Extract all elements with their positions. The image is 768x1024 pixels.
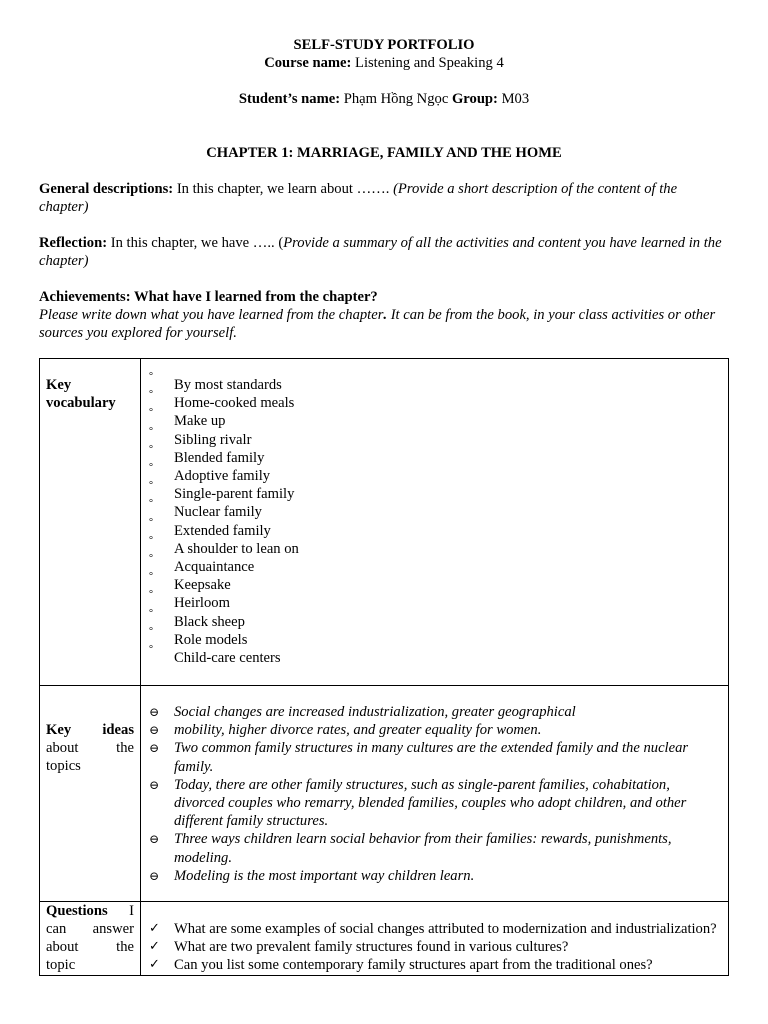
ideas-label-line-1: [46, 721, 134, 739]
vocabulary-item: [141, 462, 728, 485]
vocabulary-item-text: Child-care centers: [174, 650, 281, 667]
ideas-label-the: the: [116, 740, 134, 756]
questions-label-the: the: [116, 939, 134, 955]
vocabulary-item: [141, 389, 728, 412]
vocabulary-item: [141, 425, 728, 449]
circle-bullet-icon: °: [149, 498, 153, 510]
group-value: M03: [497, 91, 530, 107]
vocabulary-item-text: Black sheep: [174, 613, 245, 630]
document-header: [39, 36, 729, 162]
circle-bullet-icon: °: [149, 443, 153, 455]
vocabulary-item-text: Role models: [174, 631, 248, 648]
vocab-label-vocabulary: vocabulary: [46, 395, 116, 411]
ideas-label-about: about: [46, 740, 79, 756]
chapter-title: CHAPTER 1: MARRIAGE, FAMILY AND THE HOME: [206, 145, 562, 161]
dash-circle-bullet-icon: ⊖: [149, 723, 160, 738]
questions-label-i: I: [107, 903, 134, 919]
general-hint: (Provide a short description of the content of the chapter): [39, 181, 678, 215]
student-line: [39, 90, 729, 108]
circle-bullet-icon: °: [149, 553, 153, 565]
circle-bullet-icon: °: [149, 462, 153, 474]
circle-bullet-icon: °: [149, 644, 153, 656]
vocabulary-item: [141, 443, 728, 467]
course-value: Listening and Speaking 4: [351, 55, 504, 71]
questions-label-questions: Questions: [46, 903, 108, 919]
vocabulary-label-cell: [40, 359, 141, 686]
vocabulary-item-text: By most standards: [174, 377, 282, 393]
vocabulary-item: [141, 607, 728, 631]
questions-cell: [141, 902, 729, 976]
vocabulary-item-text: Nuclear family: [174, 504, 262, 521]
ideas-label-key: Key: [46, 722, 72, 738]
dash-circle-bullet-icon: ⊖: [149, 868, 160, 883]
general-text: In this chapter, we learn about …….: [173, 181, 394, 197]
vocabulary-item: [141, 589, 728, 612]
vocab-label-key: Key: [46, 377, 72, 393]
vocabulary-item: [141, 407, 728, 430]
check-icon: ✓: [149, 920, 160, 935]
questions-label-cell: [40, 902, 141, 976]
vocabulary-cell: [141, 359, 729, 686]
ideas-label-cell: [40, 686, 141, 902]
vocabulary-item-text: Blended family: [174, 449, 265, 466]
general-label: General descriptions:: [39, 181, 174, 197]
vocabulary-item: [141, 625, 728, 649]
idea-item: [141, 776, 728, 831]
question-item-text: What are some examples of social changes attributed to modernization and industrialization?: [174, 921, 717, 937]
idea-item: [141, 830, 728, 866]
questions-label-can: can: [46, 921, 67, 937]
ideas-label-line-2: [46, 739, 134, 757]
general-descriptions: [39, 180, 729, 216]
vocabulary-item-text: Extended family: [174, 522, 271, 539]
vocabulary-item-text: A shoulder to lean on: [174, 540, 299, 557]
question-item: [141, 938, 728, 956]
course-line: [39, 54, 729, 72]
student-label: Student’s name:: [238, 91, 341, 107]
vocabulary-item-text: Adoptive family: [174, 468, 271, 485]
vocabulary-item-text: Home-cooked meals: [174, 395, 295, 412]
idea-item-text: Today, there are other family structures, such as single-parent families, cohabitation, divorced couples who remarry, blended families, couples who adopt children, and other different family structures.: [174, 776, 687, 830]
vocabulary-item: [141, 534, 728, 558]
circle-bullet-icon: °: [149, 534, 153, 546]
circle-bullet-icon: °: [149, 516, 153, 528]
vocabulary-list: [141, 371, 728, 667]
vocabulary-item-text: Make up: [174, 413, 226, 430]
portfolio-table: [39, 358, 729, 976]
check-icon: ✓: [149, 956, 160, 972]
questions-label-line-2: [46, 920, 134, 938]
ideas-row: [40, 686, 729, 902]
circle-bullet-icon: °: [149, 407, 153, 419]
idea-item: [141, 703, 728, 721]
vocabulary-item-text: Acquaintance: [174, 559, 255, 576]
questions-list: [141, 920, 728, 975]
question-item-text: Can you list some contemporary family structures apart from the traditional ones?: [174, 957, 653, 974]
idea-item: [141, 721, 728, 739]
portfolio-title: SELF-STUDY PORTFOLIO: [293, 37, 475, 53]
questions-label-line-3: [46, 938, 134, 956]
idea-item-text: Three ways children learn social behavior from their families: rewards, punishments, modeling.: [174, 831, 672, 866]
dash-circle-bullet-icon: ⊖: [149, 777, 160, 792]
instr-part-1: Please write down what you have learned from the chapter: [39, 307, 384, 323]
idea-item-text: Modeling is the most important way children learn.: [174, 867, 475, 884]
vocabulary-item-text: Heirloom: [174, 595, 230, 612]
vocabulary-item-text: Sibling rivalr: [174, 431, 252, 448]
idea-item: [141, 867, 728, 885]
circle-bullet-icon: °: [149, 371, 153, 382]
ideas-label-topics: topics: [46, 758, 81, 774]
vocabulary-item-text: Keepsake: [174, 577, 231, 594]
circle-bullet-icon: °: [149, 589, 153, 601]
reflection-text: In this chapter, we have ….. (: [107, 235, 284, 251]
instr-part-2: It can be from the book, in your class activities or other sources you explored for yourself.: [39, 307, 716, 341]
questions-label-about: about: [46, 939, 79, 955]
circle-bullet-icon: °: [149, 607, 153, 619]
question-item: [141, 920, 728, 938]
circle-bullet-icon: °: [149, 625, 153, 637]
instr-dot: .: [383, 307, 388, 323]
group-label: Group:: [451, 91, 498, 107]
circle-bullet-icon: °: [149, 480, 153, 492]
ideas-cell: [141, 686, 729, 902]
dash-circle-bullet-icon: ⊖: [149, 705, 160, 719]
idea-item-text: Two common family structures in many cultures are the extended family and the nuclear family.: [174, 740, 689, 775]
reflection-hint: Provide a summary of all the activities and content you have learned in the chapter): [39, 235, 722, 269]
vocabulary-item: [141, 480, 728, 503]
dash-circle-bullet-icon: ⊖: [149, 741, 160, 756]
circle-bullet-icon: °: [149, 571, 153, 583]
circle-bullet-icon: °: [149, 425, 153, 437]
vocabulary-item-text: Single-parent family: [174, 486, 295, 503]
questions-label-line-1: [46, 902, 134, 920]
questions-row: [40, 902, 729, 976]
vocabulary-item: [141, 371, 728, 394]
course-label: Course name:: [264, 55, 352, 71]
idea-item-text: mobility, higher divorce rates, and greater equality for women.: [174, 722, 542, 739]
questions-label-topic: topic: [46, 957, 76, 973]
vocabulary-item: [141, 553, 728, 576]
check-icon: ✓: [149, 938, 160, 954]
student-value: Phạm Hồng Ngọc: [340, 91, 452, 107]
dash-circle-bullet-icon: ⊖: [149, 832, 160, 847]
question-item-text: What are two prevalent family structures found in various cultures?: [174, 939, 569, 956]
achievements-instructions: [39, 306, 729, 342]
vocabulary-item: [141, 571, 728, 594]
vocabulary-item: [141, 644, 728, 667]
achievements-heading: Achievements: What have I learned from the chapter?: [39, 289, 378, 305]
vocabulary-row: [40, 359, 729, 686]
ideas-list: [141, 703, 728, 885]
question-item: [141, 956, 728, 974]
vocabulary-item: [141, 498, 728, 521]
idea-item-text: Social changes are increased industrialization, greater geographical: [174, 704, 576, 720]
circle-bullet-icon: °: [149, 389, 153, 401]
idea-item: [141, 739, 728, 775]
vocabulary-item: [141, 516, 728, 540]
questions-label-answer: answer: [92, 921, 134, 937]
reflection: [39, 234, 729, 270]
document-page: [39, 36, 729, 974]
reflection-label: Reflection:: [39, 235, 108, 251]
ideas-label-ideas: ideas: [102, 722, 134, 738]
